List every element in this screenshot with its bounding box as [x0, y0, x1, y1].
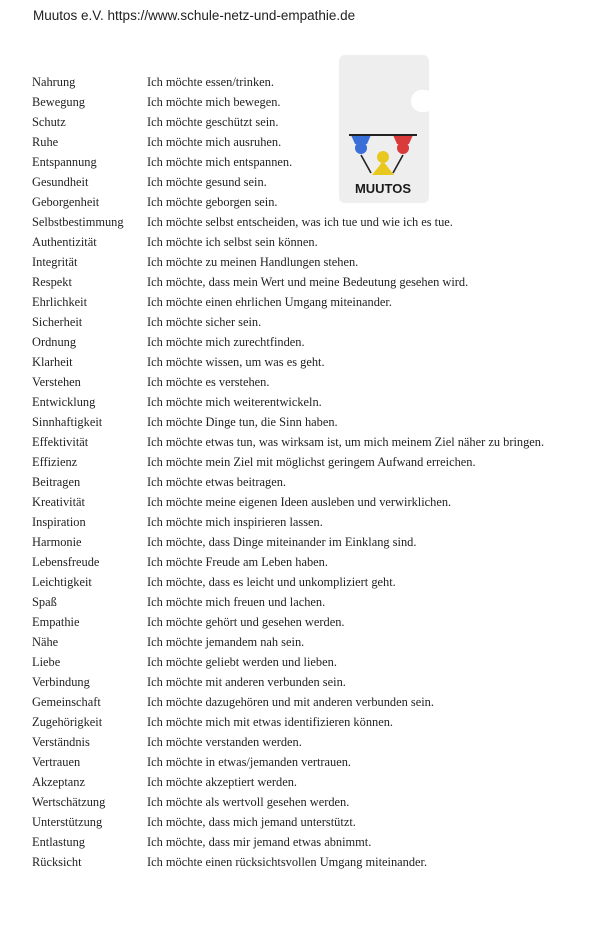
need-term: Entlastung: [32, 835, 85, 849]
need-description: Ich möchte dazugehören und mit anderen verbunden sein.: [147, 695, 434, 709]
page-header: Muutos e.V. https://www.schule-netz-und-empathie.de: [33, 8, 356, 23]
need-row: [30, 212, 575, 232]
need-term: Nähe: [32, 635, 59, 649]
need-description: Ich möchte mich weiterentwickeln.: [147, 395, 322, 409]
need-row: [30, 152, 575, 172]
need-description: Ich möchte etwas beitragen.: [147, 475, 286, 489]
need-description: Ich möchte sicher sein.: [147, 315, 262, 329]
need-term: Geborgenheit: [32, 195, 100, 209]
need-row: [30, 472, 575, 492]
need-description: Ich möchte, dass mir jemand etwas abnimmt.: [147, 835, 372, 849]
need-description: Ich möchte geschützt sein.: [147, 115, 279, 129]
need-row: [30, 732, 575, 752]
logo-text: MUUTOS: [354, 181, 412, 196]
need-row: [30, 392, 575, 412]
need-term: Entwicklung: [32, 395, 96, 409]
need-term: Leichtigkeit: [32, 575, 92, 589]
need-description: Ich möchte akzeptiert werden.: [147, 775, 297, 789]
need-term: Gemeinschaft: [32, 695, 101, 709]
need-description: Ich möchte verstanden werden.: [147, 735, 302, 749]
need-description: Ich möchte Freude am Leben haben.: [147, 555, 328, 569]
need-term: Sinnhaftigkeit: [32, 415, 103, 429]
need-description: Ich möchte in etwas/jemanden vertrauen.: [147, 755, 352, 769]
need-description: Ich möchte mich inspirieren lassen.: [147, 515, 323, 529]
need-row: [30, 632, 575, 652]
need-description: Ich möchte mich bewegen.: [147, 95, 281, 109]
need-row: [30, 852, 575, 872]
need-term: Ruhe: [32, 135, 59, 149]
need-description: Ich möchte mein Ziel mit möglichst geringem Aufwand erreichen.: [147, 455, 476, 469]
needs-table-body: [30, 72, 575, 872]
need-description: Ich möchte meine eigenen Ideen ausleben und verwirklichen.: [147, 495, 452, 509]
need-term: Respekt: [32, 275, 72, 289]
need-row: [30, 712, 575, 732]
need-description: Ich möchte selbst entscheiden, was ich tue und wie ich es tue.: [147, 215, 453, 229]
need-row: [30, 532, 575, 552]
need-row: [30, 572, 575, 592]
need-row: [30, 312, 575, 332]
need-term: Effektivität: [32, 435, 89, 449]
need-description: Ich möchte geliebt werden und lieben.: [147, 655, 337, 669]
need-row: [30, 132, 575, 152]
need-term: Ordnung: [32, 335, 77, 349]
need-term: Gesundheit: [32, 175, 89, 189]
need-term: Vertrauen: [32, 755, 81, 769]
need-row: [30, 92, 575, 112]
need-term: Unterstützung: [32, 815, 103, 829]
need-description: Ich möchte es verstehen.: [147, 375, 270, 389]
need-row: [30, 252, 575, 272]
need-row: [30, 512, 575, 532]
need-term: Beitragen: [32, 475, 81, 489]
need-row: [30, 812, 575, 832]
need-description: Ich möchte mich ausruhen.: [147, 135, 282, 149]
need-description: Ich möchte mich zurechtfinden.: [147, 335, 305, 349]
needs-table: [30, 72, 575, 872]
need-description: Ich möchte mich mit etwas identifizieren können.: [147, 715, 394, 729]
need-term: Liebe: [32, 655, 61, 669]
need-description: Ich möchte mit anderen verbunden sein.: [147, 675, 346, 689]
need-description: Ich möchte geborgen sein.: [147, 195, 278, 209]
need-term: Zugehörigkeit: [32, 715, 103, 729]
need-description: Ich möchte, dass es leicht und unkompliziert geht.: [147, 575, 396, 589]
need-term: Bewegung: [32, 95, 85, 109]
need-row: [30, 792, 575, 812]
need-description: Ich möchte gehört und gesehen werden.: [147, 615, 345, 629]
need-term: Empathie: [32, 615, 80, 629]
need-term: Schutz: [32, 115, 66, 129]
need-row: [30, 352, 575, 372]
need-row: [30, 172, 575, 192]
need-description: Ich möchte essen/trinken.: [147, 75, 274, 89]
need-description: Ich möchte zu meinen Handlungen stehen.: [147, 255, 359, 269]
need-description: Ich möchte, dass mich jemand unterstützt.: [147, 815, 356, 829]
need-description: Ich möchte wissen, um was es geht.: [147, 355, 325, 369]
need-description: Ich möchte jemandem nah sein.: [147, 635, 305, 649]
need-term: Harmonie: [32, 535, 82, 549]
need-row: [30, 332, 575, 352]
need-description: Ich möchte ich selbst sein können.: [147, 235, 318, 249]
need-term: Authentizität: [32, 235, 97, 249]
need-term: Verstehen: [32, 375, 81, 389]
need-description: Ich möchte einen ehrlichen Umgang miteinander.: [147, 295, 392, 309]
need-row: [30, 832, 575, 852]
need-term: Lebensfreude: [32, 555, 100, 569]
need-term: Verständnis: [32, 735, 90, 749]
need-description: Ich möchte mich freuen und lachen.: [147, 595, 326, 609]
need-row: [30, 412, 575, 432]
need-row: [30, 692, 575, 712]
need-row: [30, 452, 575, 472]
need-term: Wertschätzung: [32, 795, 106, 809]
need-row: [30, 292, 575, 312]
need-row: [30, 432, 575, 452]
need-term: Spaß: [32, 595, 57, 609]
need-row: [30, 112, 575, 132]
need-description: Ich möchte einen rücksichtsvollen Umgang miteinander.: [147, 855, 428, 869]
need-description: Ich möchte, dass Dinge miteinander im Einklang sind.: [147, 535, 417, 549]
need-row: [30, 372, 575, 392]
need-term: Verbindung: [32, 675, 90, 689]
need-row: [30, 672, 575, 692]
need-row: [30, 232, 575, 252]
need-term: Entspannung: [32, 155, 97, 169]
need-term: Rücksicht: [32, 855, 82, 869]
need-term: Akzeptanz: [32, 775, 85, 789]
need-term: Effizienz: [32, 455, 78, 469]
need-description: Ich möchte als wertvoll gesehen werden.: [147, 795, 350, 809]
need-term: Inspiration: [32, 515, 86, 529]
need-row: [30, 772, 575, 792]
need-term: Integrität: [32, 255, 78, 269]
need-term: Klarheit: [32, 355, 73, 369]
need-description: Ich möchte Dinge tun, die Sinn haben.: [147, 415, 338, 429]
need-term: Kreativität: [32, 495, 85, 509]
need-description: Ich möchte mich entspannen.: [147, 155, 293, 169]
need-term: Selbstbestimmung: [32, 215, 124, 229]
need-description: Ich möchte gesund sein.: [147, 175, 267, 189]
need-row: [30, 652, 575, 672]
need-row: [30, 72, 575, 92]
need-row: [30, 272, 575, 292]
need-row: [30, 192, 575, 212]
need-term: Nahrung: [32, 75, 76, 89]
need-row: [30, 592, 575, 612]
need-description: Ich möchte etwas tun, was wirksam ist, um mich meinem Ziel näher zu bringen.: [147, 435, 545, 449]
need-description: Ich möchte, dass mein Wert und meine Bedeutung gesehen wird.: [147, 275, 469, 289]
need-term: Ehrlichkeit: [32, 295, 88, 309]
need-row: [30, 552, 575, 572]
need-row: [30, 752, 575, 772]
need-row: [30, 612, 575, 632]
need-row: [30, 492, 575, 512]
need-term: Sicherheit: [32, 315, 83, 329]
